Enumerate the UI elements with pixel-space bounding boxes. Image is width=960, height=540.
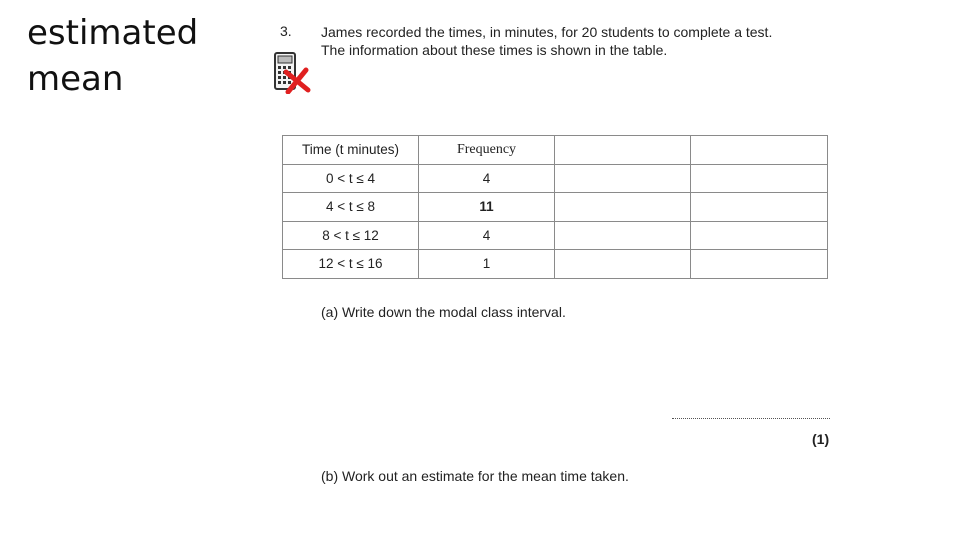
header-blank-2 xyxy=(691,136,828,165)
frequency-cell: 1 xyxy=(419,250,555,279)
frequency-cell: 4 xyxy=(419,221,555,250)
blank-cell xyxy=(555,193,691,222)
part-a-question: (a) Write down the modal class interval. xyxy=(321,304,566,320)
interval-cell: 0 < t ≤ 4 xyxy=(283,164,419,193)
blank-cell xyxy=(691,250,828,279)
question-number: 3. xyxy=(280,23,292,39)
header-time: Time (t minutes) xyxy=(283,136,419,165)
blank-cell xyxy=(555,250,691,279)
header-blank-1 xyxy=(555,136,691,165)
slide-title xyxy=(27,10,198,102)
table-row xyxy=(283,221,828,250)
question-text-line-1: James recorded the times, in minutes, for 20 students to complete a test. xyxy=(321,24,773,40)
blank-cell xyxy=(691,221,828,250)
part-b-question: (b) Work out an estimate for the mean time taken. xyxy=(321,468,629,484)
blank-cell xyxy=(691,193,828,222)
table-row xyxy=(283,250,828,279)
interval-cell: 8 < t ≤ 12 xyxy=(283,221,419,250)
frequency-table xyxy=(282,135,828,279)
slide-title-line-1: estimated xyxy=(27,13,199,53)
blank-cell xyxy=(555,164,691,193)
table-header-row xyxy=(283,136,828,165)
part-a-marks: (1) xyxy=(812,431,830,447)
frequency-cell: 11 xyxy=(419,193,555,222)
no-calculator-icon xyxy=(274,52,314,94)
interval-cell: 4 < t ≤ 8 xyxy=(283,193,419,222)
question-text-line-2: The information about these times is shown in the table. xyxy=(321,42,668,58)
table-row xyxy=(283,193,828,222)
blank-cell xyxy=(555,221,691,250)
question-text xyxy=(321,23,772,59)
interval-cell: 12 < t ≤ 16 xyxy=(283,250,419,279)
answer-line[interactable] xyxy=(672,418,830,419)
frequency-cell: 4 xyxy=(419,164,555,193)
slide-title-line-2: mean xyxy=(27,59,124,99)
table-row xyxy=(283,164,828,193)
header-frequency: Frequency xyxy=(419,136,555,165)
blank-cell xyxy=(691,164,828,193)
